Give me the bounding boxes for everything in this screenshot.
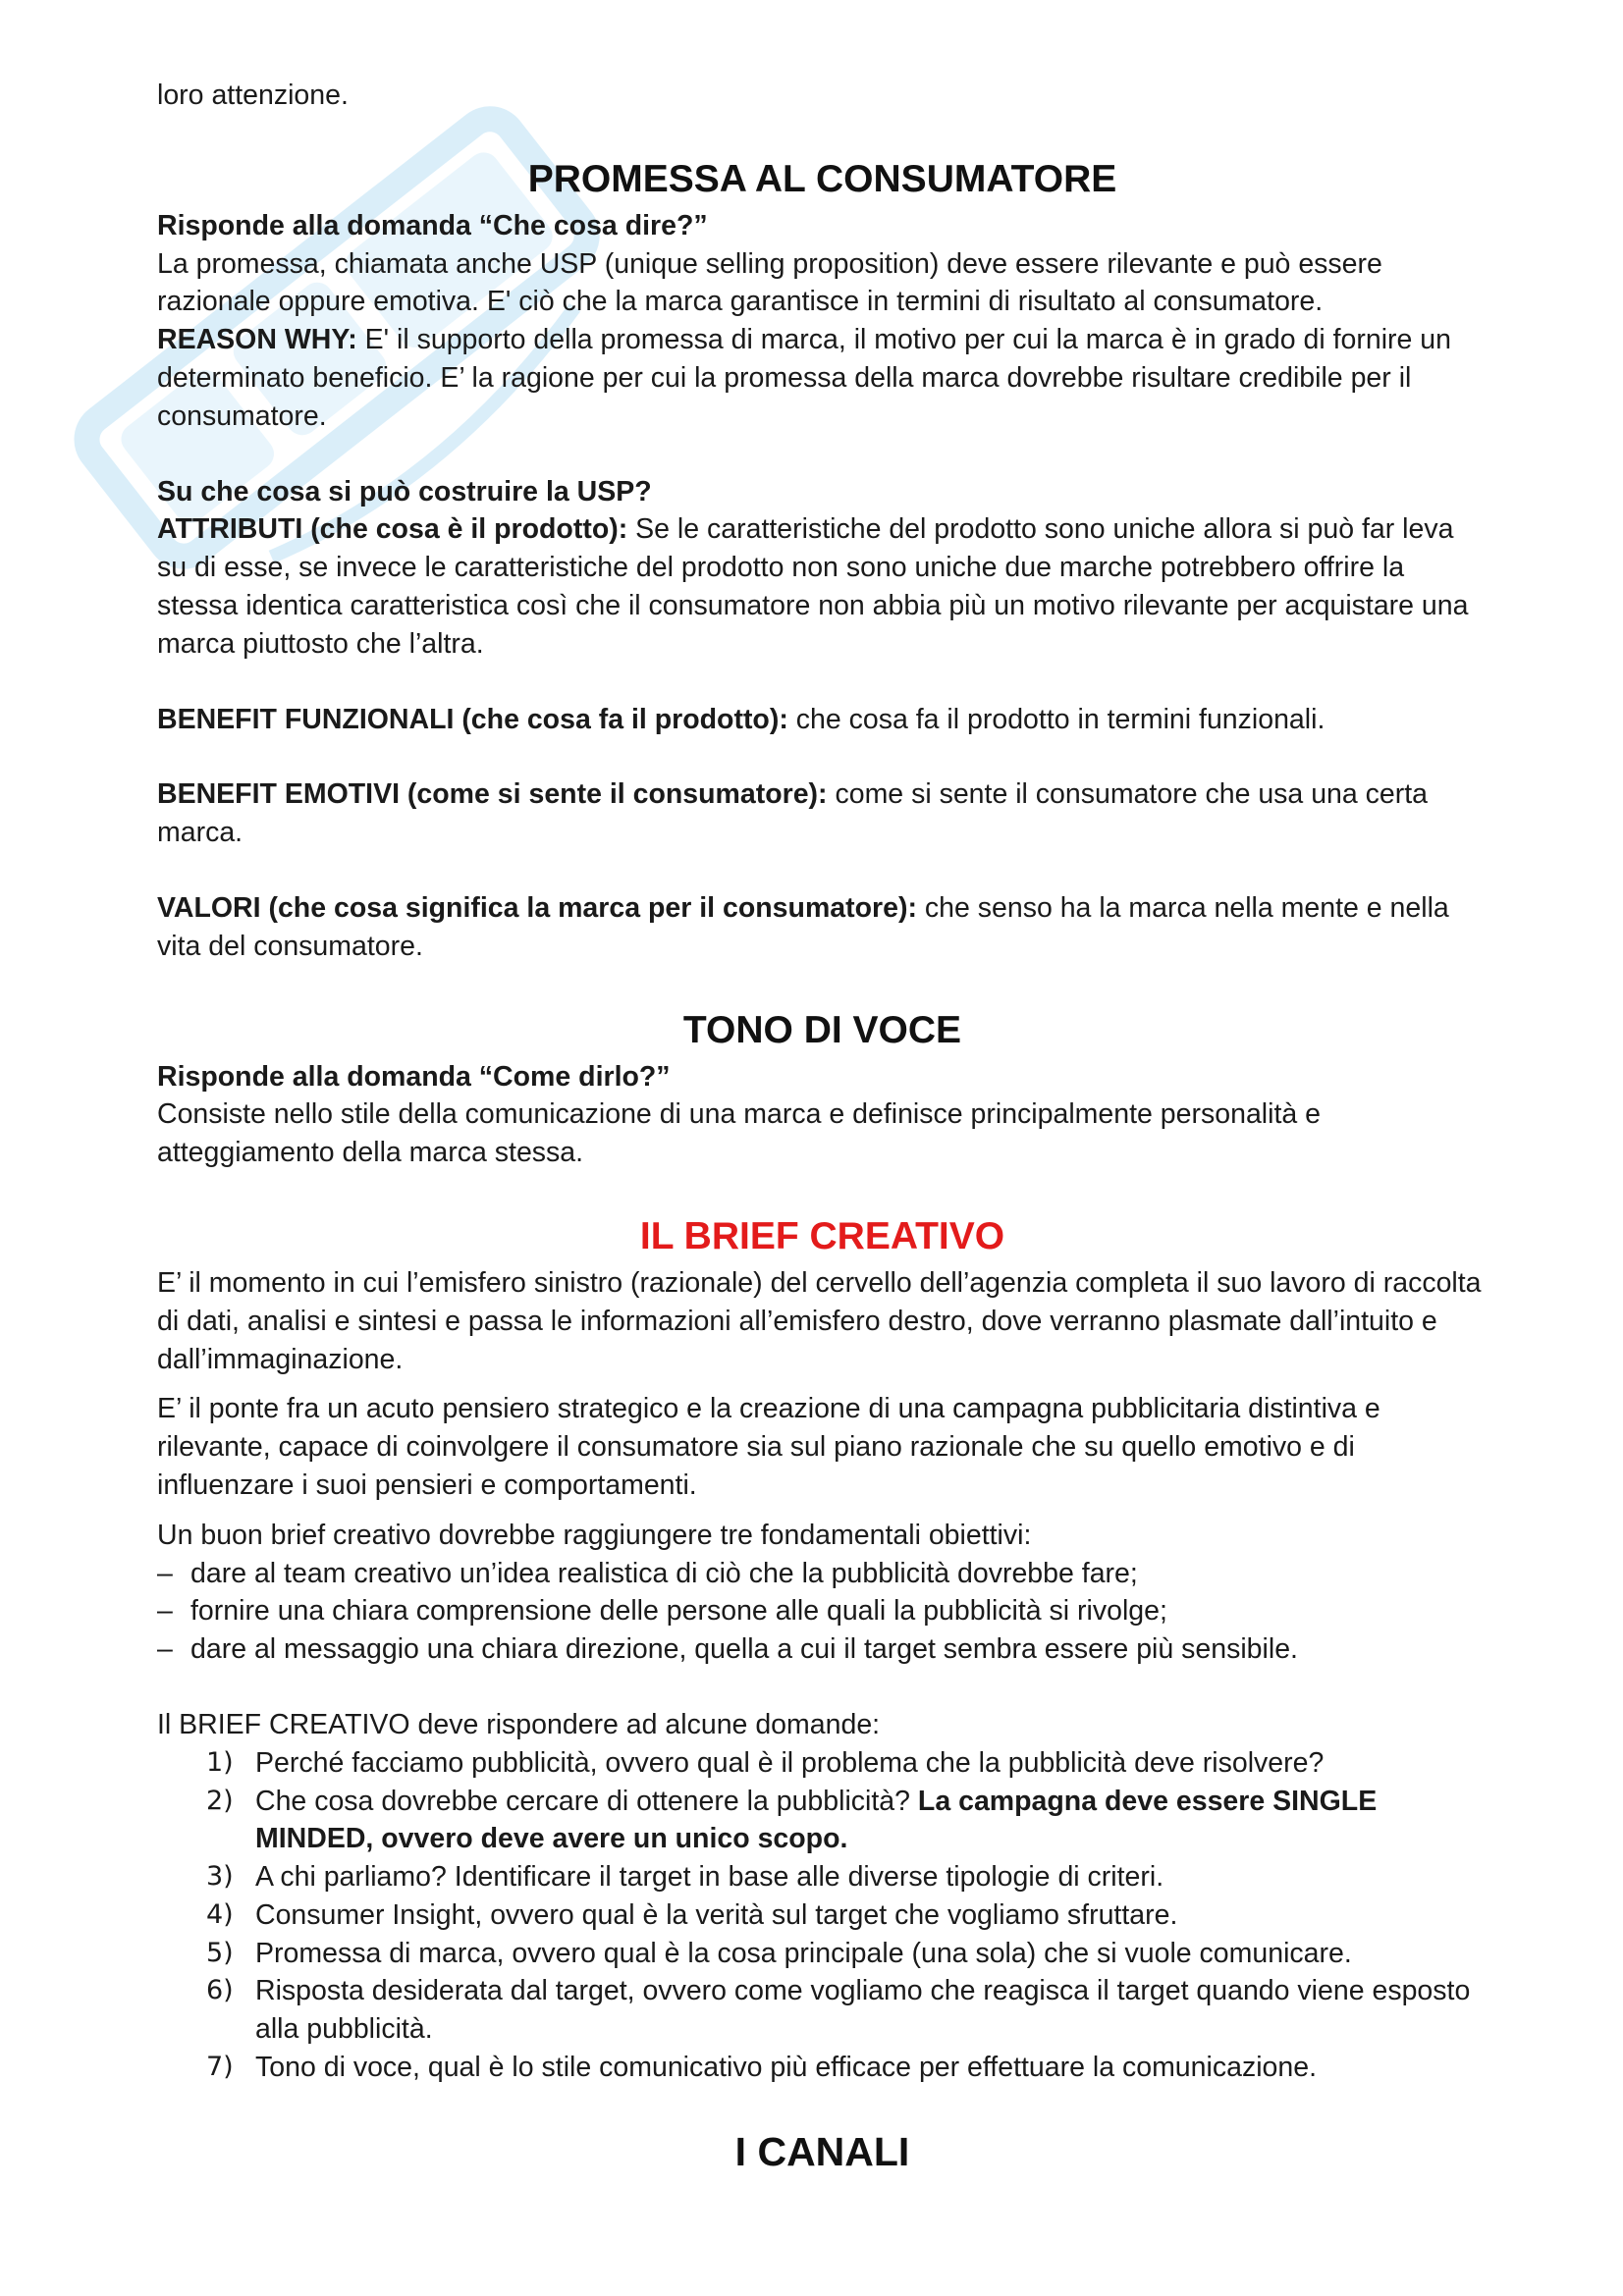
tono-text: Consiste nello stile della comunicazione di una marca e definisce principalmente personalità e atteggiamento della marca stessa.	[157, 1098, 1321, 1169]
attributi-paragraph	[157, 510, 1488, 663]
emotivi-text: come si sente il consumatore che usa una certa marca.	[157, 778, 1429, 849]
reason-why-label: REASON WHY:	[157, 324, 357, 356]
list-item: 3) A chi parliamo? Identificare il target in base alle diverse tipologie di criteri.	[206, 1861, 1164, 1894]
funzionali-text: che cosa fa il prodotto in termini funzionali.	[787, 703, 1325, 735]
section-title-promessa: PROMESSA AL CONSUMATORE	[527, 157, 1117, 200]
emotivi-label: BENEFIT EMOTIVI (come si sente il consumatore):	[157, 778, 828, 811]
document-content	[157, 77, 1488, 2179]
attributi-label: ATTRIBUTI (che cosa è il prodotto):	[157, 513, 628, 546]
single-minded-emphasis: La campagna deve essere SINGLE MINDED, ovvero deve avere un unico scopo.	[255, 1785, 1378, 1855]
promessa-question: Risponde alla domanda “Che cosa dire?”	[157, 209, 708, 241]
valori-paragraph	[157, 889, 1488, 966]
valori-label: VALORI (che cosa significa la marca per il consumatore):	[157, 891, 917, 924]
attributi-text: Se le caratteristiche del prodotto sono uniche allora si può far leva su di esse, se invece le caratteristiche del prodotto non sono uniche due marche potrebbero offrire la stessa identica caratteristica così che il consumatore non abbia più un motivo rilevante per acquistare una marca piuttosto che l’altra.	[157, 513, 1469, 660]
list-item: 2) Che cosa dovrebbe cercare di ottenere la pubblicità? La campagna deve essere SINGLE MINDED, ovvero deve avere un unico scopo.	[206, 1785, 1378, 1855]
brief-paragraph-4: Il BRIEF CREATIVO deve rispondere ad alcune domande:	[157, 1708, 881, 1740]
funzionali-paragraph	[157, 701, 1488, 739]
top-line: loro attenzione.	[157, 80, 349, 111]
section-title-canali: I CANALI	[734, 2128, 910, 2174]
list-item: 1) Perché facciamo pubblicità, ovvero qual è il problema che la pubblicità deve risolvere?	[206, 1746, 1325, 1779]
section-title-brief: IL BRIEF CREATIVO	[639, 1214, 1005, 1257]
objectives-list	[157, 1555, 1488, 1669]
list-item: – fornire una chiara comprensione delle persone alle quali la pubblicità si rivolge;	[157, 1592, 1488, 1630]
list-item: – dare al messaggio una chiara direzione, quella a cui il target sembra essere più sensibile.	[157, 1630, 1488, 1669]
promessa-text: La promessa, chiamata anche USP (unique selling proposition) deve essere rilevante e può essere razionale oppure emotiva. E' ciò che la marca garantisce in termini di risultato al consumatore.	[157, 247, 1382, 318]
list-item: 5) Promessa di marca, ovvero qual è la cosa principale (una sola) che si vuole comunicare.	[206, 1937, 1352, 1969]
reason-why-paragraph	[157, 321, 1488, 435]
funzionali-label: BENEFIT FUNZIONALI (che cosa fa il prodotto):	[157, 703, 788, 735]
valori-text: che senso ha la marca nella mente e nella vita del consumatore.	[157, 891, 1449, 962]
list-item: 4) Consumer Insight, ovvero qual è la verità sul target che vogliamo sfruttare.	[206, 1898, 1178, 1931]
brief-paragraph-2: E’ il ponte fra un acuto pensiero strategico e la creazione di una campagna pubblicitaria distintiva e rilevante, capace di coinvolgere il consumatore sia sul piano razionale che su quello emotivo e di influenzare i suoi pensieri e comportamenti.	[157, 1393, 1380, 1501]
tono-question: Risponde alla domanda “Come dirlo?”	[157, 1060, 671, 1093]
list-item: – dare al team creativo un’idea realistica di ciò che la pubblicità dovrebbe fare;	[157, 1555, 1488, 1593]
reason-why-text: E' il supporto della promessa di marca, il motivo per cui la marca è in grado di fornire un determinato beneficio. E’ la ragione per cui la promessa della marca dovrebbe risultare credibile per il consumatore.	[157, 324, 1452, 432]
list-item: 7) Tono di voce, qual è lo stile comunicativo più efficace per effettuare la comunicazione.	[206, 2052, 1317, 2084]
brief-paragraph-3: Un buon brief creativo dovrebbe raggiungere tre fondamentali obiettivi:	[157, 1519, 1032, 1551]
emotivi-paragraph	[157, 775, 1488, 852]
brief-paragraph-1: E’ il momento in cui l’emisfero sinistro (razionale) del cervello dell’agenzia completa il suo lavoro di raccolta di dati, analisi e sintesi e passa le informazioni all’emisfero destro, dove verranno plasmate dall’intuito e dall’immaginazione.	[157, 1266, 1482, 1375]
questions-list	[157, 1744, 1488, 2087]
usp-question: Su che cosa si può costruire la USP?	[157, 475, 652, 507]
section-title-tono: TONO DI VOCE	[682, 1008, 962, 1051]
list-item: 6) Risposta desiderata dal target, ovvero come vogliamo che reagisca il target quando viene esposto alla pubblicità.	[206, 1975, 1471, 2046]
